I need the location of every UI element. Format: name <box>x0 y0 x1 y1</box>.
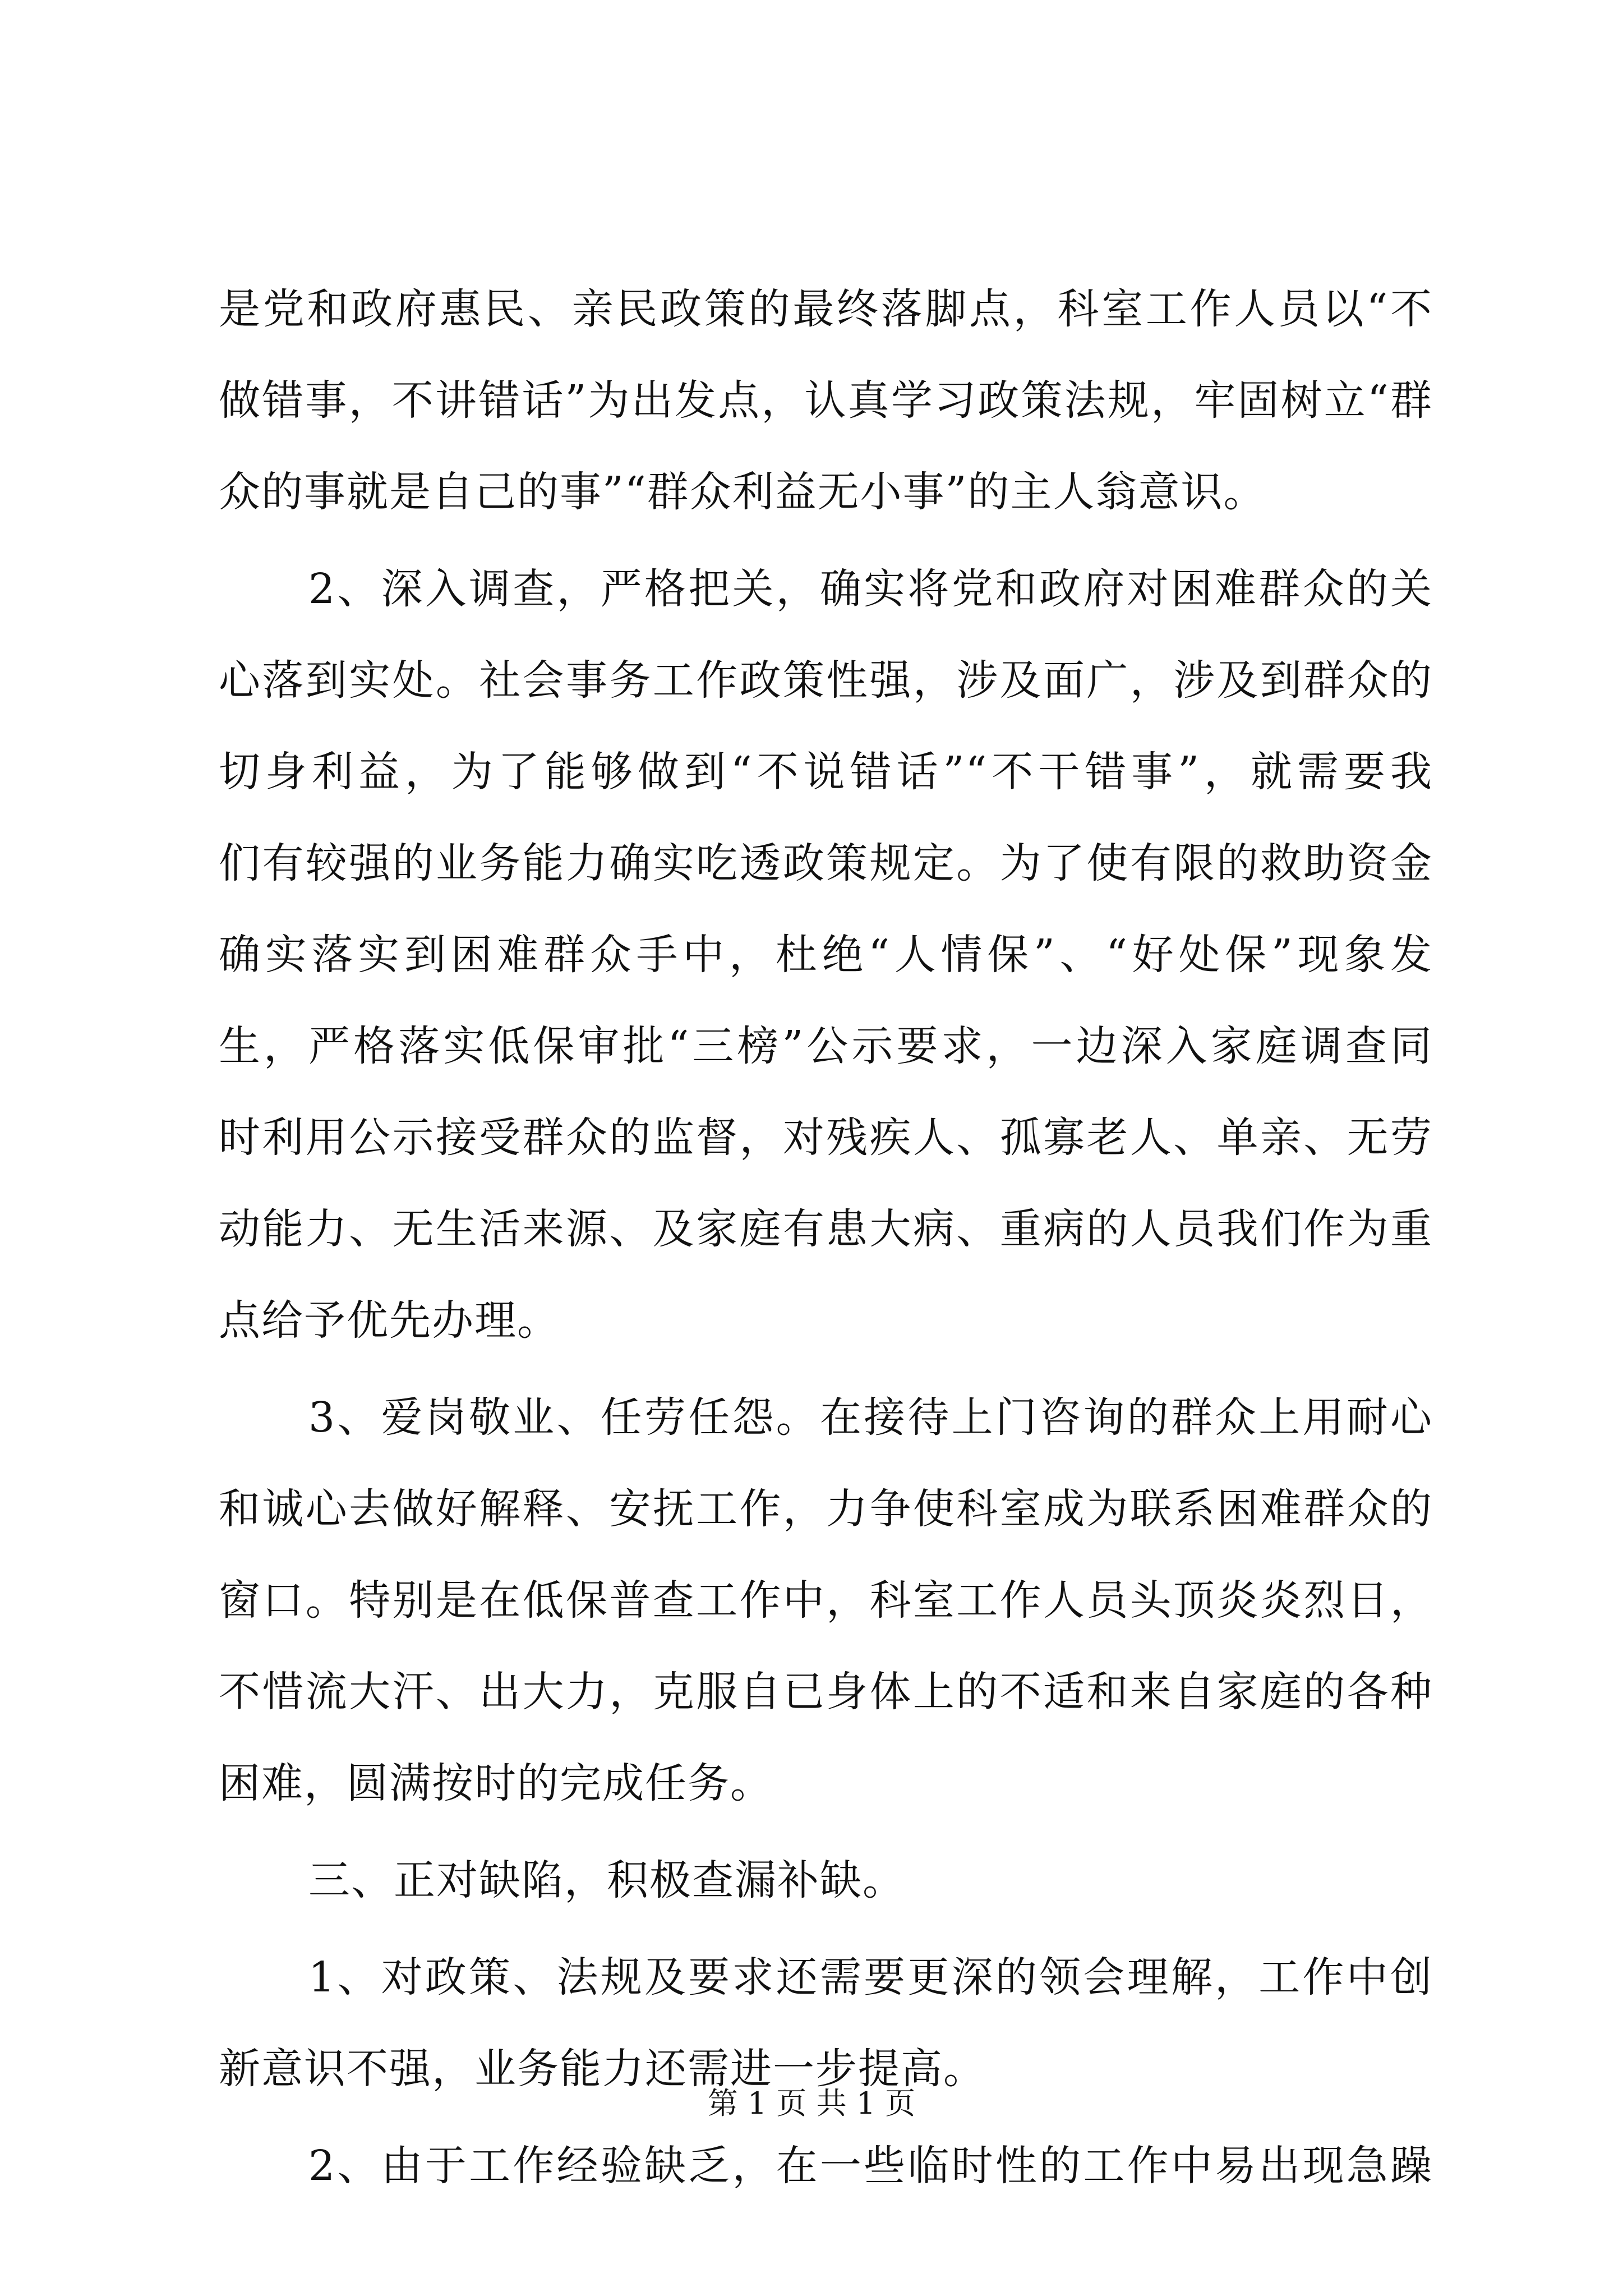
paragraph <box>219 264 1433 538</box>
text-line: 众的事就是自己的事”“群众利益无小事”的主人翁意识。 <box>219 468 1266 516</box>
text-line: 确实落实到困难群众手中，杜绝“人情保”、“好处保”现象发 <box>219 931 1433 979</box>
text-line: 2、由于工作经验缺乏，在一些临时性的工作中易出现急躁 <box>308 2142 1433 2190</box>
paragraph <box>219 1372 1433 1829</box>
paragraph <box>219 544 1433 1366</box>
text-line: 是党和政府惠民、亲民政策的最终落脚点，科室工作人员以“不 <box>219 285 1433 333</box>
text-line: 点给予优先办理。 <box>219 1296 560 1345</box>
paragraph <box>219 2120 1433 2212</box>
text-line: 们有较强的业务能力确实吃透政策规定。为了使有限的救助资金 <box>219 839 1433 887</box>
text-line: 2、深入调查，严格把关，确实将党和政府对困难群众的关 <box>308 565 1433 613</box>
text-line: 切身利益，为了能够做到“不说错话”“不干错事”，就需要我 <box>219 748 1433 796</box>
text-line: 做错事，不讲错话”为出发点，认真学习政策法规，牢固树立“群 <box>219 376 1433 425</box>
document-body <box>219 264 1433 2212</box>
text-line: 3、爱岗敬业、任劳任怨。在接待上门咨询的群众上用耐心 <box>308 1393 1433 1442</box>
text-line: 生，严格落实低保审批“三榜”公示要求，一边深入家庭调查同 <box>219 1022 1433 1070</box>
page-indicator: 第 1 页 共 1 页 <box>707 2086 916 2121</box>
text-line: 不惜流大汗、出大力，克服自已身体上的不适和来自家庭的各种 <box>219 1668 1433 1716</box>
section-heading <box>219 1835 1433 1926</box>
text-line: 时利用公示接受群众的监督，对残疾人、孤寡老人、单亲、无劳 <box>219 1114 1433 1162</box>
page-footer <box>0 2084 1623 2123</box>
text-line: 三、正对缺陷，积极查漏补缺。 <box>308 1856 905 1904</box>
text-line: 1、对政策、法规及要求还需要更深的领会理解，工作中创 <box>308 1953 1433 2001</box>
text-line: 新意识不强，业务能力还需进一步提高。 <box>219 2045 986 2093</box>
text-line: 窗口。特别是在低保普查工作中，科室工作人员头顶炎炎烈日， <box>219 1576 1433 1625</box>
text-line: 动能力、无生活来源、及家庭有患大病、重病的人员我们作为重 <box>219 1205 1433 1253</box>
text-line: 心落到实处。社会事务工作政策性强，涉及面广，涉及到群众的 <box>219 656 1433 705</box>
text-line: 和诚心去做好解释、安抚工作，力争使科室成为联系困难群众的 <box>219 1485 1433 1533</box>
text-line: 困难，圆满按时的完成任务。 <box>219 1759 773 1807</box>
